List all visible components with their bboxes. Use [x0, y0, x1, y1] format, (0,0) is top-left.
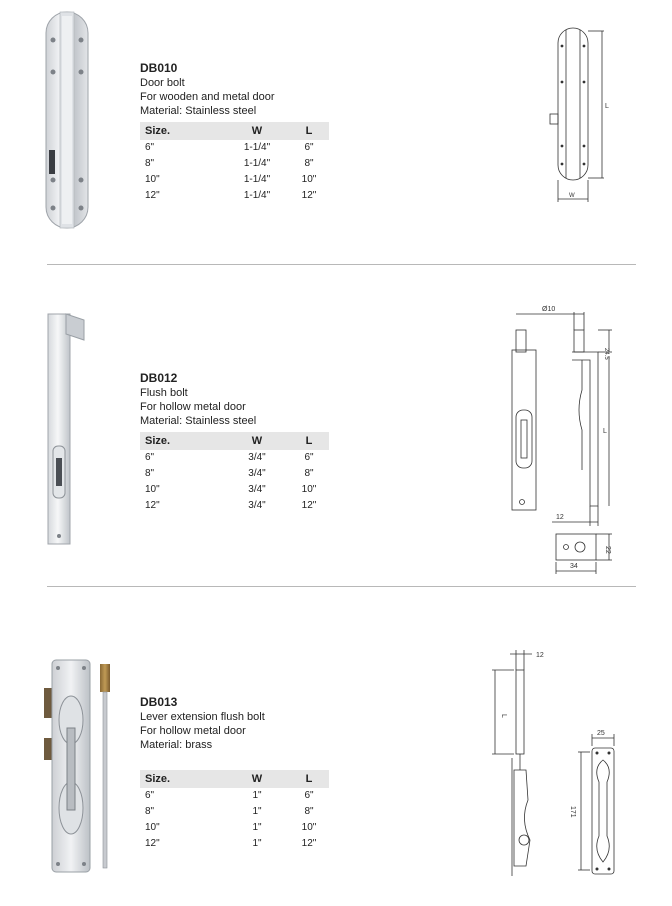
door-bolt-drawing [548, 26, 614, 210]
table-cell: 10" [301, 484, 317, 495]
dim-length: L [603, 428, 607, 435]
table-cell: 8" [145, 806, 155, 817]
w-header: W [225, 770, 289, 788]
size-header: Size. [140, 432, 225, 450]
table-cell: 1-1/4" [243, 158, 271, 169]
table-cell: 10" [301, 822, 317, 833]
dim-diameter: Ø10 [542, 306, 556, 313]
table-row [140, 820, 329, 836]
table-cell: 10" [145, 822, 160, 833]
table-cell: 8" [304, 468, 314, 479]
table-row [140, 466, 329, 482]
table-header-row [140, 770, 329, 788]
product-material: Material: Stainless steel [140, 105, 257, 117]
section-divider [47, 264, 636, 265]
w-header: W [225, 432, 289, 450]
product-code: DB010 [140, 61, 178, 75]
size-table [140, 770, 329, 852]
l-header: L [289, 432, 329, 450]
table-header-row [140, 432, 329, 450]
dim-top: 24.5 [603, 348, 609, 360]
table-cell: 1" [252, 822, 262, 833]
table-row [140, 156, 329, 172]
table-row [140, 836, 329, 852]
product-code: DB012 [140, 371, 178, 385]
size-table [140, 122, 329, 204]
table-cell: 3/4" [248, 484, 266, 495]
product-name: Door bolt [140, 77, 185, 89]
table-cell: 1-1/4" [243, 174, 271, 185]
section-divider [47, 586, 636, 587]
table-cell: 6" [145, 452, 155, 463]
size-table [140, 432, 329, 514]
table-cell: 1" [252, 790, 262, 801]
table-cell: 12" [301, 838, 317, 849]
table-cell: 8" [304, 806, 314, 817]
dim-plate-height: 22 [604, 546, 611, 554]
w-header: W [225, 122, 289, 140]
table-cell: 3/4" [248, 500, 266, 511]
table-cell: 1-1/4" [243, 190, 271, 201]
product-code: DB013 [140, 695, 178, 709]
table-cell: 8" [145, 158, 155, 169]
product-name: Lever extension flush bolt [140, 711, 265, 723]
door-bolt-photo [40, 10, 94, 232]
product-usage: For hollow metal door [140, 401, 246, 413]
dim-height: 171 [569, 806, 576, 818]
table-cell: 12" [145, 838, 160, 849]
db010-info [140, 61, 329, 204]
l-header: L [289, 122, 329, 140]
table-cell: 1-1/4" [243, 142, 271, 153]
product-usage: For wooden and metal door [140, 91, 275, 103]
table-cell: 10" [145, 174, 160, 185]
l-header: L [289, 770, 329, 788]
table-cell: 10" [301, 174, 317, 185]
table-cell: 6" [304, 452, 314, 463]
size-header: Size. [140, 770, 225, 788]
dim-plate-width: 34 [570, 563, 578, 570]
table-cell: 3/4" [248, 468, 266, 479]
table-cell: 6" [145, 142, 155, 153]
table-cell: 1" [252, 838, 262, 849]
dim-length: L [605, 103, 609, 110]
product-usage: For hollow metal door [140, 725, 246, 737]
table-row [140, 188, 329, 204]
table-row [140, 172, 329, 188]
flush-bolt-drawing [502, 300, 620, 576]
dim-length: L [500, 714, 507, 718]
table-cell: 12" [145, 190, 160, 201]
flush-bolt-photo [44, 310, 88, 546]
table-cell: 10" [145, 484, 160, 495]
dim-depth: 12 [556, 514, 564, 521]
product-name: Flush bolt [140, 387, 188, 399]
table-cell: 6" [304, 142, 314, 153]
table-row [140, 482, 329, 498]
lever-flush-bolt-drawing [486, 640, 626, 880]
product-material: Material: brass [140, 739, 213, 751]
dim-width: 25 [597, 730, 605, 737]
table-cell: 3/4" [248, 452, 266, 463]
table-row [140, 140, 329, 156]
product-material: Material: Stainless steel [140, 415, 257, 427]
table-row [140, 450, 329, 466]
table-cell: 6" [304, 790, 314, 801]
dim-width: W [569, 193, 575, 199]
dim-rod: 12 [536, 652, 544, 659]
db013-info [140, 695, 329, 852]
table-cell: 12" [145, 500, 160, 511]
table-header-row [140, 122, 329, 140]
table-cell: 1" [252, 806, 262, 817]
db012-info [140, 371, 329, 514]
table-cell: 12" [301, 500, 317, 511]
table-cell: 6" [145, 790, 155, 801]
size-header: Size. [140, 122, 225, 140]
lever-flush-bolt-photo [40, 658, 126, 874]
table-cell: 12" [301, 190, 317, 201]
table-row [140, 804, 329, 820]
table-cell: 8" [304, 158, 314, 169]
table-row [140, 498, 329, 514]
table-row [140, 788, 329, 804]
table-cell: 8" [145, 468, 155, 479]
